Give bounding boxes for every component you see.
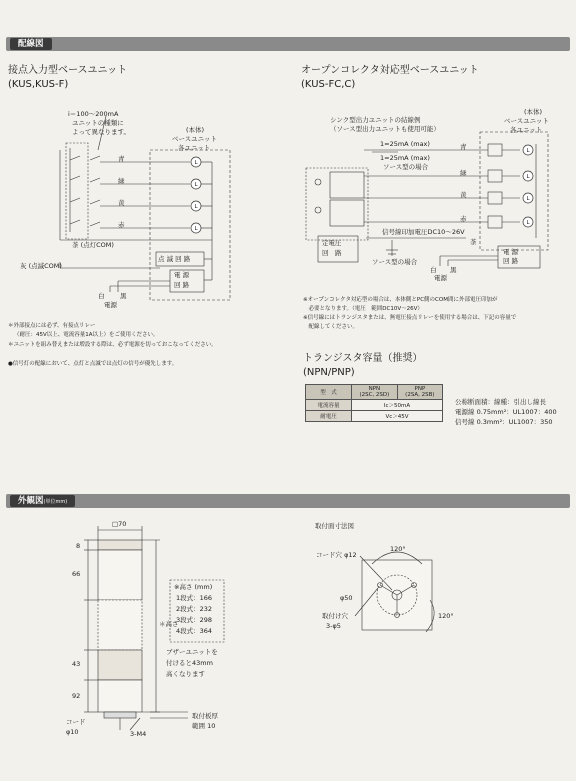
height-4: 4段式：364 <box>176 627 213 635</box>
transistor-title: トランジスタ容量（推奨） <box>303 353 423 364</box>
transistor-row-value: Vc＞45V <box>352 411 443 422</box>
buzzer-note-2: 付けると43mm <box>166 659 213 667</box>
oc-sink-current-1: 1=25mA (max) <box>380 140 430 148</box>
svg-text:L: L <box>194 160 198 166</box>
plate-label-2: 範囲 10 <box>192 722 216 730</box>
contact-common-lit: 茶 (点灯COM) <box>72 241 114 249</box>
oc-fixed-power-2: 回 路 <box>322 249 342 257</box>
transistor-subtitle: (NPN/PNP) <box>303 367 355 378</box>
oc-sink-note-1: シンク型出力ユニットの結線例 <box>330 116 421 124</box>
svg-text:L: L <box>526 174 530 180</box>
contact-note-3: ＊ユニットを組み替えまたは増設する際は、必ず電源を切っておこなってください。 <box>8 342 217 348</box>
oc-wire-yellow: 黄 <box>460 191 467 199</box>
contact-wire-black: 黒 <box>120 292 127 300</box>
height-title: ※高さ (mm) <box>174 583 213 591</box>
contact-blink-circuit: 点 滅 回 路 <box>158 255 191 263</box>
transistor-header-npn-sub: (2SC, 2SD) <box>359 392 390 398</box>
oc-wire-red: 赤 <box>460 215 467 223</box>
transistor-row-label: 耐電圧 <box>306 411 352 422</box>
svg-text:L: L <box>526 148 530 154</box>
contact-unit-title: 接点入力型ベースユニット <box>8 65 128 76</box>
oc-signal-range: 信号線印加電圧DC10〜26V <box>382 228 465 236</box>
contact-current-note-3: よって異なります。 <box>72 128 130 136</box>
oc-wire-brown: 茶 <box>470 238 477 246</box>
oc-source-note: ソース型の場合 <box>372 258 418 266</box>
height-3: 3段式：298 <box>176 616 213 624</box>
mount-holes-1: 取付け穴 <box>322 612 348 620</box>
contact-current-note-2: ユニットの種類に <box>72 119 124 127</box>
contact-power-circuit-2: 回 路 <box>174 281 190 289</box>
transistor-header-pnp-sub: (2SA, 2SB) <box>405 392 435 398</box>
mount-pcd: φ50 <box>340 594 353 602</box>
cord-label-1: コード <box>66 718 86 726</box>
oc-power-circuit-2: 回 路 <box>503 257 519 265</box>
mount-holes-2: 3-φ5 <box>326 622 341 630</box>
oc-sink-current-3: ソース型の場合 <box>383 163 429 171</box>
oc-wire-white: 白 <box>430 266 437 274</box>
appearance-section-title: 外観図 <box>18 496 44 506</box>
oc-wire-blue: 青 <box>460 143 467 151</box>
contact-note-4: ●信号灯の配線において、点灯と点滅では点灯の信号が優先します。 <box>8 361 178 367</box>
contact-body-label-3: 各ユニット <box>178 144 211 152</box>
wiring-section-label: 配線図 <box>10 38 52 50</box>
oc-sink-note-2: （ソース型出力ユニットも使用可能） <box>330 125 440 133</box>
oc-fixed-power-1: 定電圧 <box>322 239 342 247</box>
transistor-row-value: Ic＞50mA <box>352 400 443 411</box>
bolt-label: 3-M4 <box>130 730 147 738</box>
transistor-header-pnp-label: PNP <box>414 386 426 392</box>
oc-power-circuit-1: 電 源 <box>503 248 519 256</box>
oc-note-4: 配線してください。 <box>303 324 359 330</box>
height-1: 1段式：166 <box>176 594 213 602</box>
oc-body-label-3: 各ユニット <box>510 126 543 134</box>
contact-body-label-1: (本体) <box>186 126 205 134</box>
transistor-header-npn-label: NPN <box>368 386 381 392</box>
appearance-section-unit: (単位mm) <box>43 499 68 505</box>
oc-body-label-1: (本体) <box>524 108 543 116</box>
plate-label-1: 取付板厚 <box>192 712 218 720</box>
mount-cord-hole: コード穴 φ12 <box>316 551 357 559</box>
oc-wire-green: 緑 <box>460 169 467 177</box>
cord-label-2: φ10 <box>66 728 79 736</box>
mount-angle-right: 120° <box>438 612 454 620</box>
wire-info-3: 信号線 0.3mm²：UL1007：350 <box>455 418 553 426</box>
contact-wire-green: 緑 <box>118 177 125 185</box>
contact-note-1: ＊外部接点には必ず、有接点リレー <box>8 323 96 329</box>
wire-info-2: 電源線 0.75mm²：UL1007：400 <box>455 408 557 416</box>
dim-66: 66 <box>72 570 81 578</box>
buzzer-note-3: 高くなります <box>166 670 205 678</box>
mount-angle-top: 120° <box>390 545 406 553</box>
buzzer-note-1: ブザーユニットを <box>166 648 218 656</box>
transistor-header-type: 型 式 <box>306 385 352 400</box>
mount-title: 取付面寸法図 <box>315 522 354 530</box>
oc-sink-current-2: 1=25mA (max) <box>380 154 430 162</box>
oc-note-1: ※オープンコレクタ対応型の場合は、本体側とPC側のCOM間に外部電圧印加が <box>303 297 498 303</box>
contact-wire-yellow: 黄 <box>118 199 125 207</box>
wire-info-1: 公称断面積：線種：引出し線長 <box>455 398 546 406</box>
contact-common-blink: 灰 (点滅COM) <box>20 262 62 270</box>
contact-note-2: （耐圧：45V以上、電流容量1A以上）をご使用ください。 <box>14 332 159 338</box>
contact-wire-blue: 青 <box>118 155 125 163</box>
dim-width-label: □70 <box>112 520 127 528</box>
height-2: 2段式：232 <box>176 605 213 613</box>
svg-text:L: L <box>526 196 530 202</box>
dim-8: 8 <box>76 542 81 550</box>
contact-wire-white: 白 <box>98 292 105 300</box>
transistor-row-label: 電流容量 <box>306 400 352 411</box>
contact-body-label-2: ベースユニット <box>172 135 217 143</box>
contact-unit-model: (KUS,KUS-F) <box>8 79 69 90</box>
contact-power-label: 電源 <box>104 301 117 309</box>
dim-92: 92 <box>72 692 81 700</box>
dim-height-label: ＊高さ <box>159 620 179 628</box>
svg-text:L: L <box>194 182 198 188</box>
svg-text:L: L <box>194 204 198 210</box>
svg-text:L: L <box>194 226 198 232</box>
oc-note-3: ※信号線にはトランジスタまたは、無電圧接点リレーを使用する場合は、下記の容量で <box>303 315 517 321</box>
contact-power-circuit-1: 電 源 <box>174 271 190 279</box>
oc-power-label: 電源 <box>434 274 447 282</box>
svg-text:L: L <box>526 220 530 226</box>
contact-wire-red: 赤 <box>118 221 125 229</box>
dim-43: 43 <box>72 660 81 668</box>
oc-note-2: 必要となります。（電圧 範囲DC10V〜26V） <box>303 306 423 312</box>
oc-unit-model: (KUS-FC,C) <box>301 79 356 90</box>
contact-current-note-1: i＝100〜200mA <box>68 110 119 118</box>
oc-wire-black: 黒 <box>450 266 457 274</box>
oc-unit-title: オープンコレクタ対応型ベースユニット <box>301 65 479 76</box>
oc-body-label-2: ベースユニット <box>504 117 549 125</box>
